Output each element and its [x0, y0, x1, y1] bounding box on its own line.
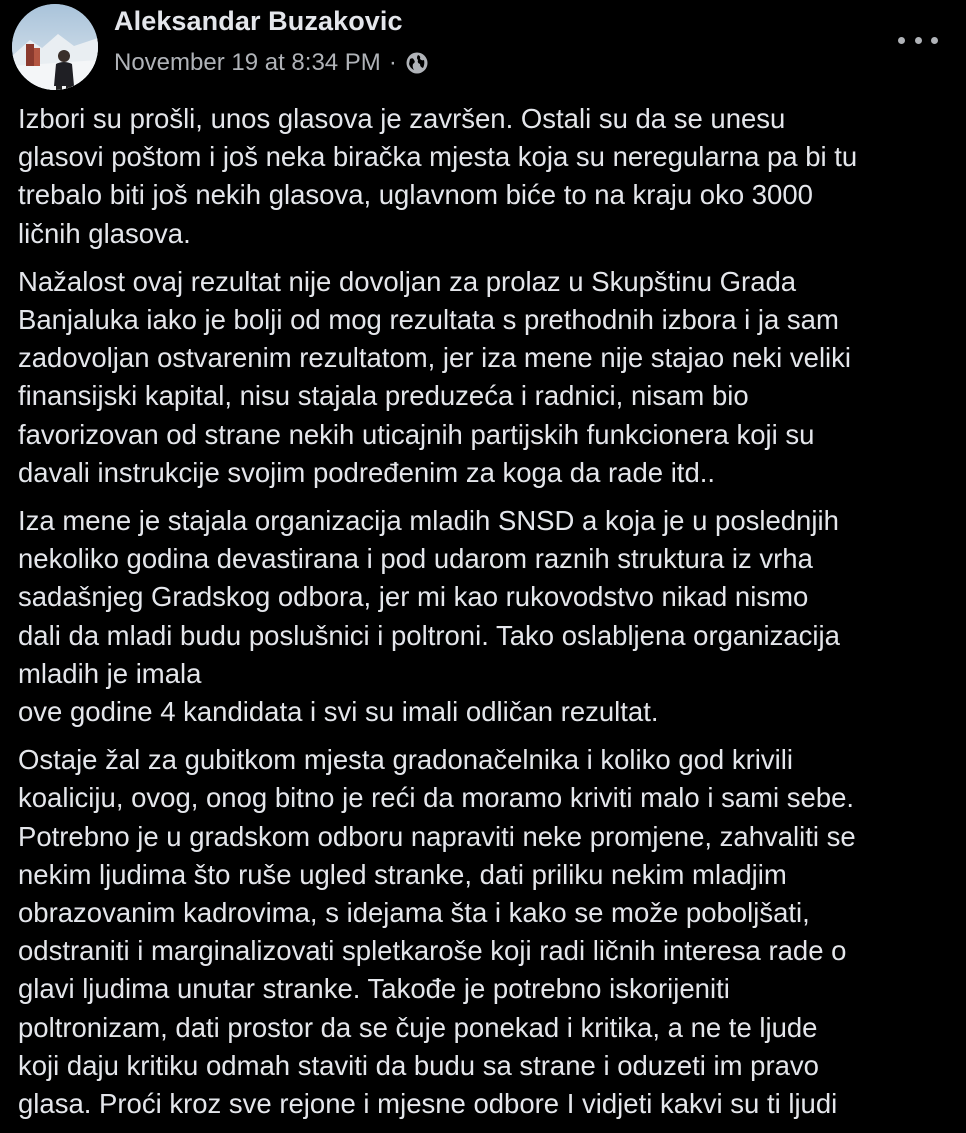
post-timestamp[interactable]: November 19 at 8:34 PM: [114, 49, 381, 76]
meta-separator: ·: [388, 49, 397, 76]
avatar-photo: [12, 4, 98, 90]
post-paragraph: Nažalost ovaj rezultat nije dovoljan za prolaz u Skupštinu Grada Banjaluka iako je bolji od mog rezultata s prethodnih izbora i ja sam zadovoljan ostvarenim rezultatom, jer iza mene nije stajao neki veliki finansijski kapital, nisu stajala preduzeća i radnici, nisam bio favorizovan od strane nekih uticajnih partijskih funkcionera koji su davali instrukcije svojim podređenim za koga da rade itd..: [18, 265, 852, 488]
dot-icon: [915, 37, 922, 44]
avatar[interactable]: [12, 4, 98, 90]
dot-icon: [931, 37, 938, 44]
post-paragraph: Iza mene je stajala organizacija mladih SNSD a koja je u poslednjih nekoliko godina devastirana i pod udarom raznih struktura iz vrha sadašnjeg Gradskog odbora, jer mi kao rukovodstvo nikad nismo dali da mladi budu poslušnici i poltroni. Tako oslabljena organizacija mladih je imala ove godine 4 kandidata i svi su imali odličan rezultat.: [18, 505, 840, 728]
post-header: [0, 0, 966, 100]
dot-icon: [898, 37, 905, 44]
post-paragraph: Ostaje žal za gubitkom mjesta gradonačelnika i koliko god krivili koaliciju, ovog, onog bitno je reći da moramo kriviti malo i sami sebe. Potrebno je u gradskom odboru napraviti neke promjene, zahvaliti se nekim ljudima što ruše ugled stranke, dati priliku nekim mladjim obrazovanim kadrovima, s idejama šta i kako se može poboljšati, odstraniti i marginalizovati spletkaroše koji radi ličnih interesa rade o glavi ljudima unutar stranke. Takođe je potrebno iskorijeniti poltronizam, dati prostor da se čuje ponekad i kritika, a ne te ljude koji daju kritiku odmah staviti da budu sa strane i oduzeti im pravo glasa. Proći kroz sve rejone i mjesne odbore I vidjeti kakvi su ti ljudi: [18, 744, 856, 1120]
more-horizontal-icon[interactable]: [898, 28, 938, 52]
post-meta: [114, 48, 429, 78]
author-name[interactable]: Aleksandar Buzakovic: [114, 6, 403, 36]
globe-icon[interactable]: [405, 51, 429, 75]
post-paragraph: Izbori su prošli, unos glasova je završen. Ostali su da se unesu glasovi poštom i još neka biračka mjesta koja su neregularna pa bi tu trebalo biti još nekih glasova, uglavnom biće to na kraju oko 3000 ličnih glasova.: [18, 103, 858, 249]
post-body: [18, 100, 958, 1133]
